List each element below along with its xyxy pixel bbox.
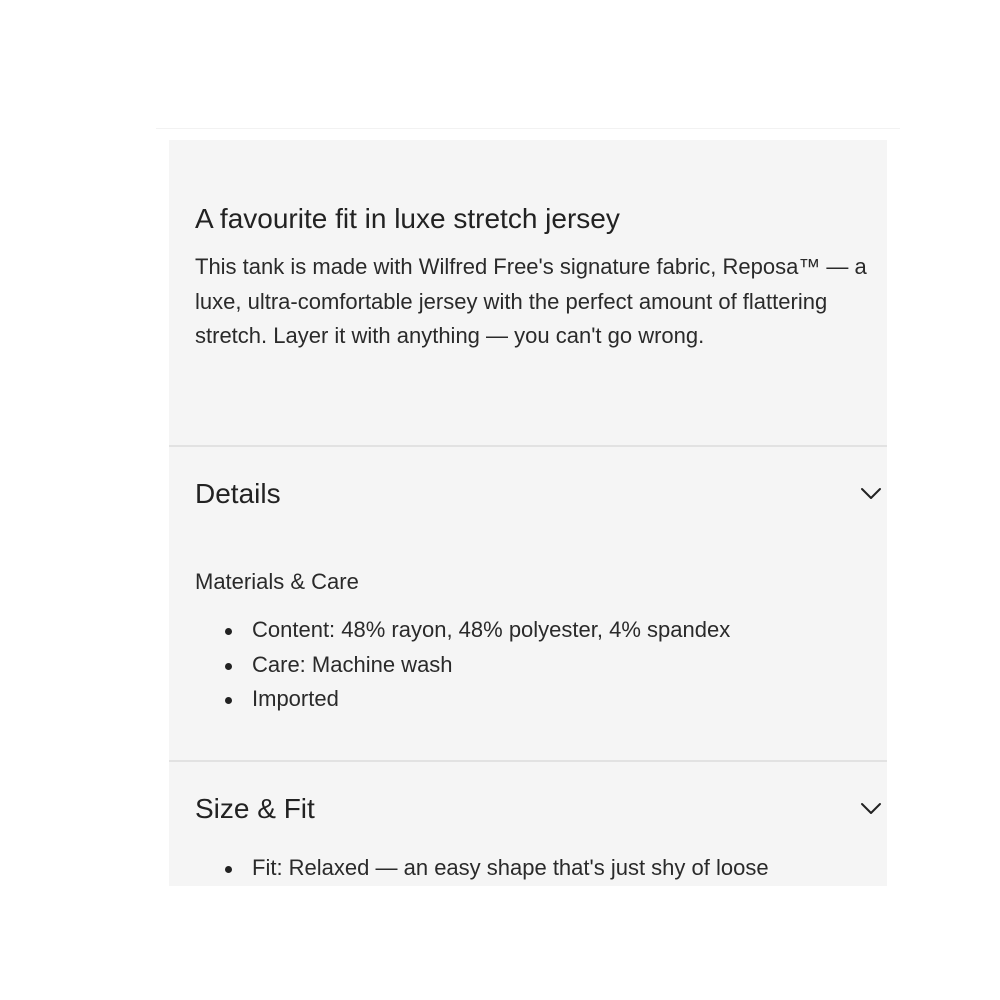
details-title: Details bbox=[195, 478, 281, 509]
product-description-panel bbox=[169, 140, 887, 886]
intro-section bbox=[169, 140, 887, 445]
size-fit-title: Size & Fit bbox=[195, 793, 315, 824]
chevron-down-icon[interactable] bbox=[859, 796, 883, 820]
list-item-text: Fit: Relaxed — an easy shape that's just shy of loose bbox=[252, 855, 769, 880]
list-item bbox=[225, 682, 730, 717]
intro-title: A favourite fit in luxe stretch jersey bbox=[195, 203, 620, 234]
bullet-icon bbox=[225, 628, 232, 635]
bullet-icon bbox=[225, 663, 232, 670]
list-item bbox=[225, 613, 730, 648]
materials-care-heading: Materials & Care bbox=[195, 569, 359, 594]
bullet-icon bbox=[225, 866, 232, 873]
details-accordion-header[interactable] bbox=[169, 465, 887, 525]
bullet-icon bbox=[225, 697, 232, 704]
list-item-text: Content: 48% rayon, 48% polyester, 4% spandex bbox=[252, 617, 731, 642]
section-divider bbox=[169, 760, 887, 762]
list-item bbox=[225, 851, 769, 886]
size-fit-list bbox=[225, 851, 769, 886]
chevron-down-icon[interactable] bbox=[859, 481, 883, 505]
section-divider bbox=[169, 445, 887, 447]
intro-body: This tank is made with Wilfred Free's signature fabric, Reposa™ — a luxe, ultra-comfortable jersey with the perfect amount of flattering stretch. Layer it with anything — you can't go wrong. bbox=[195, 254, 867, 348]
size-fit-accordion-header[interactable] bbox=[169, 780, 887, 840]
list-item-text: Imported bbox=[252, 686, 339, 711]
list-item-text: Care: Machine wash bbox=[252, 651, 453, 677]
details-list bbox=[225, 613, 730, 717]
list-item bbox=[225, 648, 730, 683]
